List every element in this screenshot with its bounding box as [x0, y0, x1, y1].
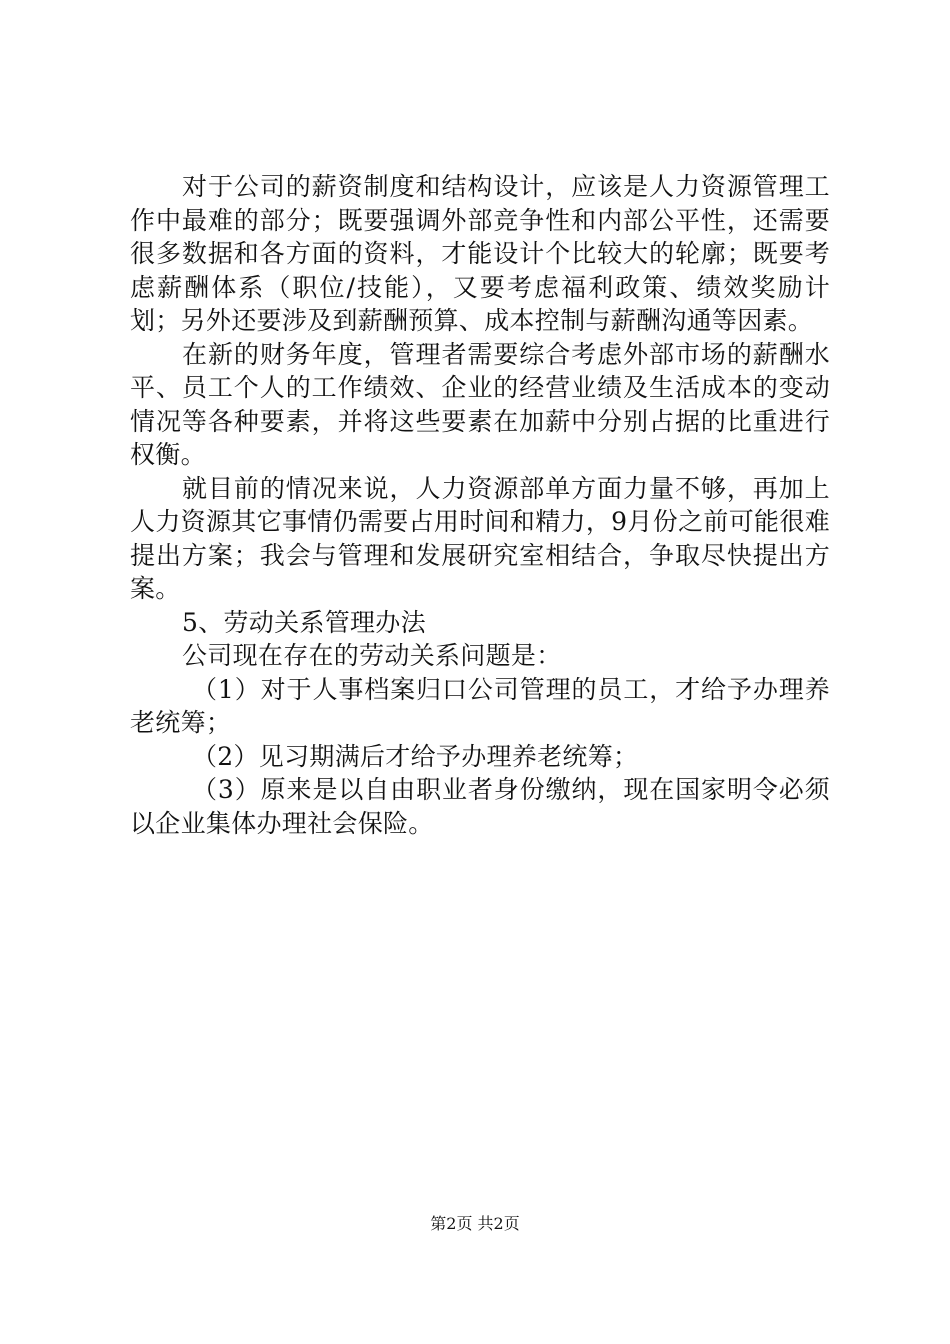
list-item-issue-2: （2）见习期满后才给予办理养老统筹；: [192, 741, 639, 771]
paragraph-labor-issues-intro: 公司现在存在的劳动关系问题是：: [182, 641, 562, 670]
section-heading-labor-relations: 5、劳动关系管理办法: [182, 607, 426, 637]
paragraph-current-situation: 就目前的情况来说，人力资源部单方面力量不够，再加上人力资源其它事情仍需要占用时间和精力，9月份之前可能很难提出方案；我会与管理和发展研究室相结合，争取尽快提出方案。: [130, 473, 830, 603]
paragraph-fiscal-year: 在新的财务年度，管理者需要综合考虑外部市场的薪酬水平、员工个人的工作绩效、企业的经营业绩及生活成本的变动情况等各种要素，并将这些要素在加薪中分别占据的比重进行权衡。: [130, 339, 830, 469]
list-item-issue-3: （3）原来是以自由职业者身份缴纳，现在国家明令必须以企业集体办理社会保险。: [130, 775, 830, 838]
paragraph-salary-structure: 对于公司的薪资制度和结构设计，应该是人力资源管理工作中最难的部分；既要强调外部竞争性和内部公平性，还需要很多数据和各方面的资料，才能设计个比较大的轮廓；既要考虑薪酬体系（职位/技能），又要考虑福利政策、绩效奖励计划；另外还要涉及到薪酬预算、成本控制与薪酬沟通等因素。: [130, 172, 830, 335]
list-item-issue-1: （1）对于人事档案归口公司管理的员工，才给予办理养老统筹；: [130, 674, 830, 737]
document-body: [130, 170, 830, 840]
page-number-footer: 第2页 共2页: [430, 1214, 520, 1233]
